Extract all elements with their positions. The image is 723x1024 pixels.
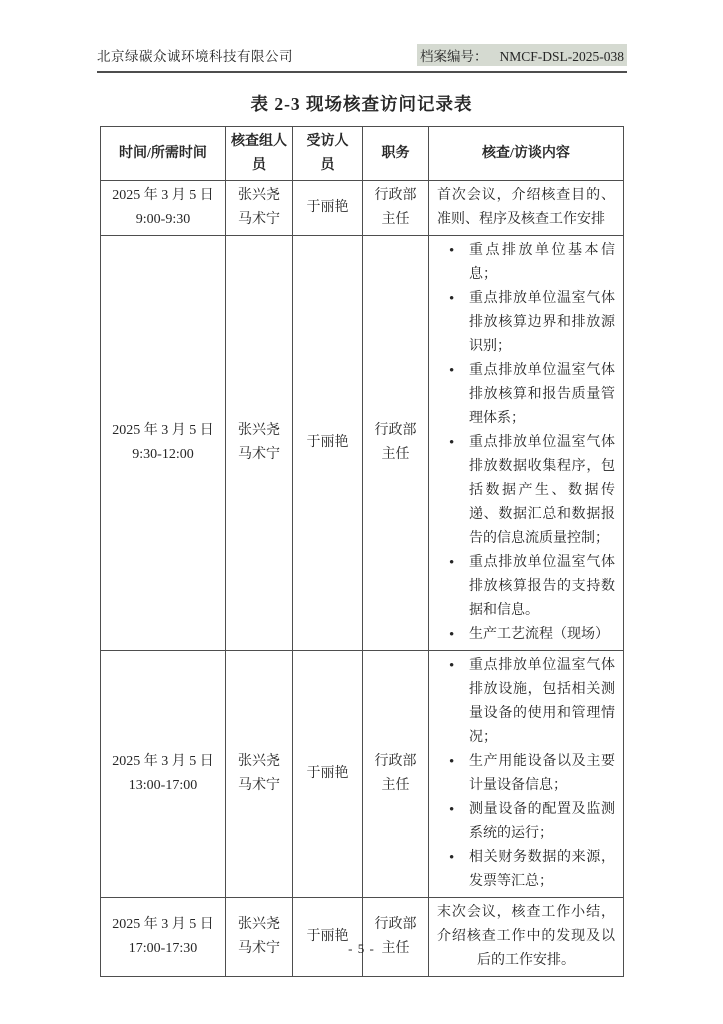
cell-line: 张兴尧: [238, 188, 280, 203]
cell-line: 主任: [381, 212, 410, 227]
content-bullet-list: [437, 654, 615, 894]
col-header-verifiers: 核查组人员: [226, 127, 293, 181]
cell-position: [363, 181, 429, 236]
table-header-row: [101, 127, 624, 181]
archive-number: NMCF-DSL-2025-038: [499, 49, 624, 64]
cell-verifiers: [226, 236, 293, 651]
cell-line: 行政部: [374, 917, 417, 932]
table-row: [101, 651, 624, 898]
cell-line: 马术宁: [238, 941, 280, 956]
cell-time: [101, 651, 226, 898]
bullet-item: • 重点排放单位温室气体排放设施，包括相关测量设备的使用和管理情况；: [437, 654, 615, 750]
cell-line: 马术宁: [238, 447, 280, 462]
bullet-item: • 生产用能设备以及主要计量设备信息；: [437, 750, 615, 798]
cell-line: 主任: [381, 778, 410, 793]
table-title: 表 2-3 现场核查访问记录表: [250, 94, 473, 114]
cell-position: [363, 236, 429, 651]
bullet-item: • 重点排放单位温室气体排放核算和报告质量管理体系；: [437, 359, 615, 431]
cell-interviewee: 于丽艳: [293, 181, 363, 236]
cell-verifiers: [226, 181, 293, 236]
bullet-item: • 重点排放单位温室气体排放核算边界和排放源识别；: [437, 287, 615, 359]
table-row: [101, 898, 624, 977]
bullet-item: • 重点排放单位温室气体排放数据收集程序，包括数据产生、数据传递、数据汇总和数据报告的信息流质量控制；: [437, 431, 615, 551]
cell-line: 2025 年 3 月 5 日: [112, 917, 214, 932]
company-name: 北京绿碳众诚环境科技有限公司: [97, 49, 293, 64]
cell-verifiers: [226, 651, 293, 898]
cell-time: [101, 181, 226, 236]
cell-verifiers: [226, 898, 293, 977]
cell-line: 13:00-17:00: [128, 778, 198, 793]
bullet-item: • 生产工艺流程（现场）: [437, 623, 615, 647]
bullet-item: • 测量设备的配置及监测系统的运行；: [437, 798, 615, 846]
cell-line: 张兴尧: [238, 423, 280, 438]
inspection-record-table: [100, 126, 624, 977]
cell-time: [101, 898, 226, 977]
col-header-interviewee: 受访人员: [293, 127, 363, 181]
cell-line: 2025 年 3 月 5 日: [112, 423, 214, 438]
archive-label: 档案编号：: [419, 49, 488, 64]
cell-line: 马术宁: [238, 778, 280, 793]
content-text: 首次会议，介绍核查目的、准则、程序及核查工作安排: [437, 188, 615, 227]
col-header-content: 核查/访谈内容: [429, 127, 624, 181]
cell-content: [429, 236, 624, 651]
bullet-item: • 重点排放单位基本信息；: [437, 239, 615, 287]
col-header-time: 时间/所需时间: [101, 127, 226, 181]
cell-line: 2025 年 3 月 5 日: [112, 754, 214, 769]
cell-line: 张兴尧: [238, 754, 280, 769]
bullet-item: • 重点排放单位温室气体排放核算报告的支持数据和信息。: [437, 551, 615, 623]
cell-line: 2025 年 3 月 5 日: [112, 188, 214, 203]
cell-content: [429, 898, 624, 977]
cell-interviewee: 于丽艳: [293, 236, 363, 651]
cell-line: 张兴尧: [238, 917, 280, 932]
cell-line: 马术宁: [238, 212, 280, 227]
cell-interviewee: 于丽艳: [293, 651, 363, 898]
cell-line: 9:30-12:00: [132, 447, 194, 462]
cell-position: [363, 898, 429, 977]
cell-line: 17:00-17:30: [128, 941, 198, 956]
bullet-item: • 相关财务数据的来源，发票等汇总；: [437, 846, 615, 894]
cell-content: [429, 651, 624, 898]
cell-interviewee: 于丽艳: [293, 898, 363, 977]
cell-time: [101, 236, 226, 651]
table-row: [101, 181, 624, 236]
content-bullet-list: [437, 239, 615, 647]
cell-line: 9:00-9:30: [135, 212, 191, 227]
cell-line: 主任: [381, 447, 410, 462]
content-text: 末次会议，核查工作小结，介绍核查工作中的发现及以后的工作安排。: [437, 905, 615, 968]
page-number: - 5 -: [348, 941, 375, 956]
table-row: [101, 236, 624, 651]
cell-line: 主任: [381, 941, 410, 956]
page-header: [97, 44, 627, 73]
cell-line: 行政部: [374, 754, 417, 769]
archive-highlight: [417, 44, 627, 66]
cell-line: 行政部: [374, 423, 417, 438]
cell-line: 行政部: [374, 188, 417, 203]
cell-content: [429, 181, 624, 236]
cell-position: [363, 651, 429, 898]
col-header-position: 职务: [363, 127, 429, 181]
